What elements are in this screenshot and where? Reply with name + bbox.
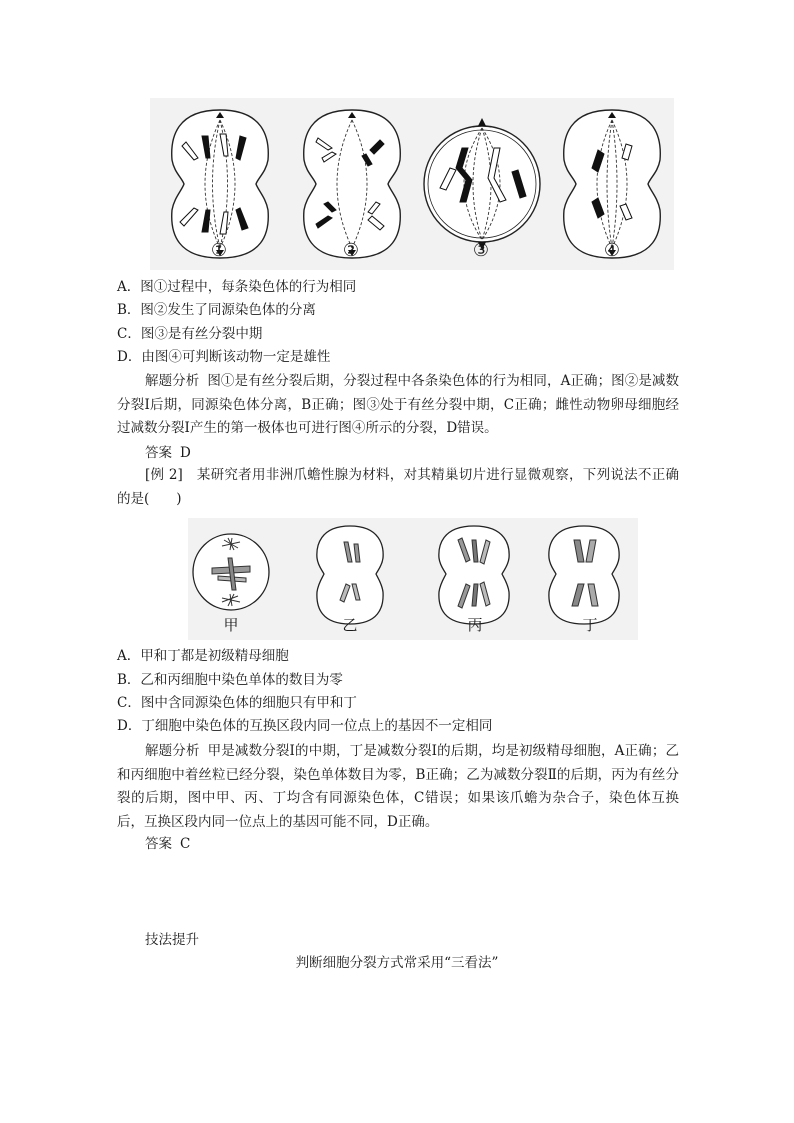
q2-answer-label: 答案	[145, 836, 172, 852]
q1-analysis-text: 图①是有丝分裂后期，分裂过程中各条染色体的行为相同，A正确；图②是减数分裂Ⅰ后期，同源染色体分离，B正确；图③处于有丝分裂中期，C正确；雌性动物卵母细胞经过减数分裂Ⅰ产生的第一极体也可进行图④所示的分裂，D错误。	[117, 373, 679, 436]
q2-analysis	[117, 740, 679, 834]
q1-option-b: B．图②发生了同源染色体的分离	[117, 302, 316, 318]
skill-subheading: 判断细胞分裂方式常采用“三看法”	[295, 955, 499, 971]
q1-option-d: D．由图④可判断该动物一定是雄性	[117, 349, 331, 365]
q2-option-a: A．甲和丁都是初级精母细胞	[117, 648, 289, 664]
figure-1-caption-1: ①	[210, 240, 228, 261]
q1-analysis-label: 解题分析	[145, 373, 200, 389]
cell-1-outline	[172, 110, 269, 258]
q2-analysis-text: 甲是减数分裂Ⅰ的中期，丁是减数分裂Ⅰ的后期，均是初级精母细胞，A正确；乙和丙细胞中着丝粒已经分裂，染色单体数目为零，B正确；乙为减数分裂Ⅱ的后期，丙为有丝分裂的后期，图中甲、丙、丁均含有同源染色体，C错误；如果该爪蟾为杂合子，染色体互换后，互换区段内同一位点上的基因可能不同，D正确。	[117, 743, 679, 830]
figure-2-caption-bing: 丙	[467, 616, 483, 634]
q1-option-a: A．图①过程中，每条染色体的行为相同	[117, 279, 357, 295]
figure-2-caption-ding: 丁	[582, 616, 598, 634]
q1-answer	[117, 443, 677, 463]
cell-2-outline	[304, 110, 401, 258]
figure-2-caption-yi: 乙	[342, 616, 358, 634]
q1-option-c: C．图③是有丝分裂中期	[117, 326, 263, 342]
q2-answer-value: C	[180, 836, 191, 852]
cell-4-outline	[564, 110, 661, 258]
figure-1-caption-2: ②	[342, 240, 360, 261]
q2-option-d: D．丁细胞中染色体的互换区段内同一位点上的基因不一定相同	[117, 718, 493, 734]
cell-yi-outline	[317, 526, 383, 624]
q2-stem: [例 2] 某研究者用非洲爪蟾性腺为材料，对其精巢切片进行显微观察，下列说法不正确的是( )	[117, 467, 679, 507]
figure-1-caption-3: ③	[472, 240, 490, 261]
q2-answer	[117, 834, 677, 854]
figure-1-caption-4: ④	[603, 240, 621, 261]
cell-ding-outline	[549, 526, 619, 624]
figure-2-caption-jia: 甲	[223, 616, 239, 634]
q1-answer-value: D	[180, 445, 191, 461]
q2-option-c: C．图中含同源染色体的细胞只有甲和丁	[117, 695, 357, 711]
q2-analysis-label: 解题分析	[145, 743, 200, 759]
q1-answer-label: 答案	[145, 445, 172, 461]
q1-analysis	[117, 370, 679, 441]
skill-heading: 技法提升	[145, 932, 199, 948]
q2-option-b: B．乙和丙细胞中染色单体的数目为零	[117, 672, 343, 688]
